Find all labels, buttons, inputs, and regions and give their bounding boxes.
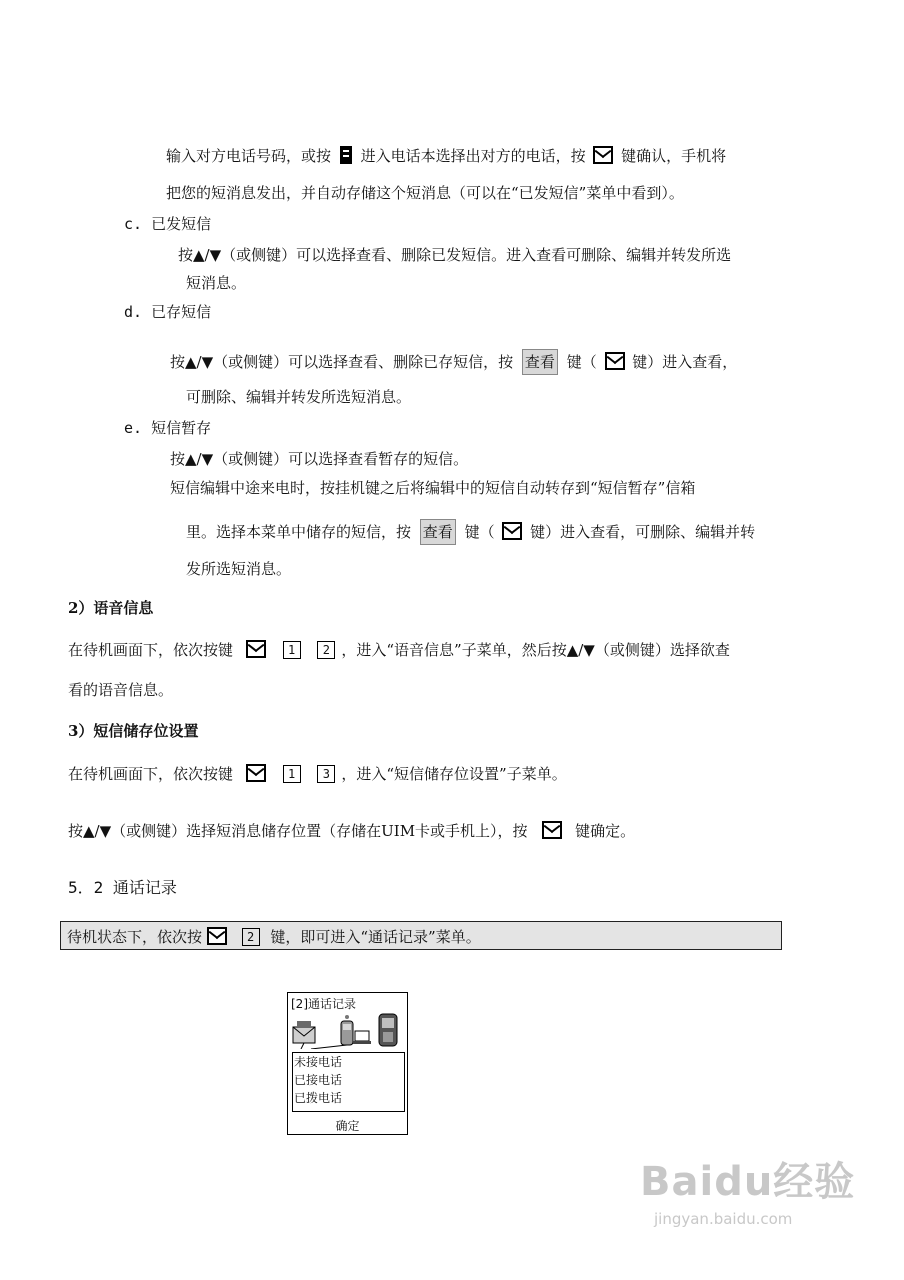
call-log-instruction-band: 待机状态下，依次按 2 键，即可进入“通话记录”菜单。 bbox=[60, 921, 782, 950]
storage-body-1: 在待机画面下，依次按键 1 3 ，进入“短信储存位设置”子菜单。 bbox=[68, 765, 567, 783]
voice-heading: 2）语音信息 bbox=[68, 599, 154, 617]
view-softkey: 查看 bbox=[420, 519, 456, 545]
menu-item-received[interactable]: 已接电话 bbox=[294, 1073, 343, 1087]
section-e-body-1: 按▲/▼（或侧键）可以选择查看暂存的短信。 bbox=[170, 450, 469, 468]
section-e-body-2: 短信编辑中途来电时，按挂机键之后将编辑中的短信自动转存到“短信暂存”信箱 bbox=[170, 479, 696, 497]
call-log-heading: 5．2 通话记录 bbox=[68, 878, 177, 897]
voice-body-2: 看的语音信息。 bbox=[68, 681, 174, 699]
sms-send-line-2: 把您的短消息发出，并自动存储这个短消息（可以在“已发短信”菜单中看到）。 bbox=[166, 184, 684, 202]
key-2: 2 bbox=[317, 641, 335, 659]
laptop-icon bbox=[353, 1031, 371, 1044]
storage-heading: 3）短信储存位设置 bbox=[68, 722, 199, 740]
section-e-title: e. 短信暂存 bbox=[124, 419, 212, 437]
key-1: 1 bbox=[283, 765, 301, 783]
missed-call-icon bbox=[293, 1021, 315, 1043]
section-c-title: c. 已发短信 bbox=[124, 215, 212, 233]
key-1: 1 bbox=[283, 641, 301, 659]
envelope-icon bbox=[246, 764, 266, 782]
section-d-body-2: 可删除、编辑并转发所选短消息。 bbox=[186, 388, 412, 406]
confirm-softkey[interactable]: 确定 bbox=[335, 1119, 360, 1133]
section-c-body-1: 按▲/▼（或侧键）可以选择查看、删除已发短信。进入查看可删除、编辑并转发所选 bbox=[178, 246, 732, 264]
storage-body-2: 按▲/▼（或侧键）选择短消息储存位置（存储在UIM卡或手机上），按 键确定。 bbox=[68, 822, 636, 840]
envelope-icon bbox=[542, 821, 562, 839]
phone-screen-title: [2]通话记录 bbox=[291, 997, 356, 1011]
menu-item-missed[interactable]: 未接电话 bbox=[294, 1055, 343, 1069]
sms-send-line-1: 输入对方电话号码，或按 进入电话本选择出对方的电话，按 键确认，手机将 bbox=[166, 147, 727, 165]
dialed-call-icon bbox=[379, 1014, 397, 1046]
key-2: 2 bbox=[242, 928, 260, 946]
envelope-icon bbox=[502, 522, 522, 540]
envelope-icon bbox=[246, 640, 266, 658]
received-call-icon bbox=[341, 1015, 353, 1045]
watermark-brand: Baidu经验 bbox=[640, 1159, 856, 1205]
voice-body-1: 在待机画面下，依次按键 1 2 ，进入“语音信息”子菜单，然后按▲/▼（或侧键）选择欲查 bbox=[68, 641, 730, 659]
phone-screen bbox=[287, 992, 408, 1135]
section-e-body-3: 里。选择本菜单中储存的短信，按 查看 键（ 键）进入查看，可删除、编辑并转 bbox=[186, 519, 755, 545]
section-d-body-1: 按▲/▼（或侧键）可以选择查看、删除已存短信，按 查看 键（ 键）进入查看， bbox=[170, 349, 737, 375]
call-log-menu bbox=[292, 1052, 405, 1112]
envelope-icon bbox=[207, 927, 227, 945]
envelope-icon bbox=[605, 352, 625, 370]
view-softkey: 查看 bbox=[522, 349, 558, 375]
envelope-icon bbox=[593, 146, 613, 164]
section-d-title: d. 已存短信 bbox=[124, 303, 212, 321]
phonebook-icon bbox=[340, 146, 352, 164]
section-c-body-2: 短消息。 bbox=[186, 274, 247, 292]
watermark-url: jingyan.baidu.com bbox=[654, 1210, 793, 1228]
key-3: 3 bbox=[317, 765, 335, 783]
section-e-body-4: 发所选短消息。 bbox=[186, 560, 292, 578]
call-log-icons bbox=[291, 1013, 403, 1049]
menu-item-dialed[interactable]: 已拨电话 bbox=[294, 1091, 343, 1105]
baidu-watermark bbox=[640, 1150, 856, 1228]
